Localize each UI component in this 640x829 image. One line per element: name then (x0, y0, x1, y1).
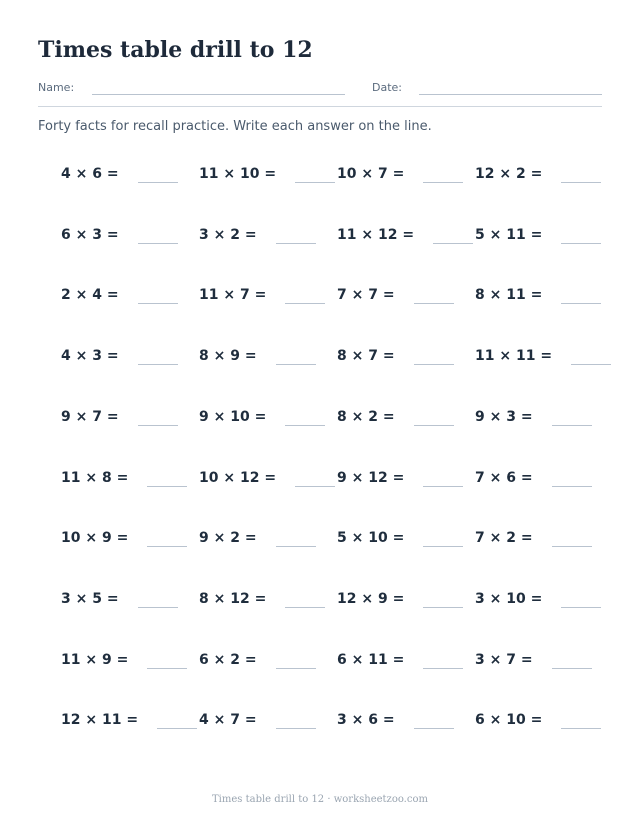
fact-expression: 9 × 10 = (199, 408, 267, 425)
answer-line[interactable] (276, 546, 316, 547)
fact-item (199, 160, 339, 188)
fact-expression: 11 × 7 = (199, 287, 267, 304)
fact-expression: 10 × 12 = (199, 469, 277, 486)
fact-expression: 7 × 6 = (475, 469, 533, 486)
fact-expression: 11 × 11 = (475, 348, 553, 365)
answer-line[interactable] (147, 668, 187, 669)
answer-line[interactable] (552, 546, 592, 547)
answer-line[interactable] (138, 364, 178, 365)
fact-expression: 9 × 2 = (199, 530, 257, 547)
fact-expression: 10 × 7 = (337, 166, 405, 182)
fact-expression: 3 × 10 = (475, 590, 543, 607)
fact-item (199, 524, 339, 552)
fact-item (61, 342, 201, 370)
fact-expression: 8 × 12 = (199, 590, 267, 607)
name-label: Name: (38, 81, 75, 94)
fact-item (475, 706, 615, 734)
answer-line[interactable] (285, 303, 325, 304)
answer-line[interactable] (571, 364, 611, 365)
instructions: Forty facts for recall practice. Write each answer on the line. (38, 119, 432, 134)
fact-expression: 11 × 10 = (199, 166, 277, 182)
fact-expression: 4 × 7 = (199, 712, 257, 729)
fact-expression: 12 × 11 = (61, 712, 139, 729)
fact-expression: 4 × 6 = (61, 166, 119, 182)
answer-line[interactable] (552, 425, 592, 426)
answer-line[interactable] (561, 728, 601, 729)
fact-item (337, 281, 477, 309)
fact-expression: 6 × 3 = (61, 226, 119, 243)
fact-item (337, 524, 477, 552)
answer-line[interactable] (295, 486, 335, 487)
fact-expression: 9 × 7 = (61, 408, 119, 425)
fact-expression: 3 × 7 = (475, 651, 533, 668)
answer-line[interactable] (561, 182, 601, 183)
fact-expression: 12 × 9 = (337, 590, 405, 607)
fact-item (61, 160, 201, 188)
fact-expression: 10 × 9 = (61, 530, 129, 547)
fact-item (475, 646, 615, 674)
answer-line[interactable] (433, 243, 473, 244)
fact-item (475, 403, 615, 431)
fact-expression: 12 × 2 = (475, 166, 543, 182)
header-fields (38, 80, 602, 96)
answer-line[interactable] (561, 243, 601, 244)
fact-expression: 11 × 9 = (61, 651, 129, 668)
answer-line[interactable] (552, 668, 592, 669)
fact-item (337, 585, 477, 613)
fact-expression: 11 × 12 = (337, 226, 415, 243)
fact-item (199, 281, 339, 309)
fact-expression: 5 × 10 = (337, 530, 405, 547)
answer-line[interactable] (561, 607, 601, 608)
answer-line[interactable] (423, 182, 463, 183)
answer-line[interactable] (552, 486, 592, 487)
header-divider (38, 106, 602, 107)
answer-line[interactable] (285, 425, 325, 426)
fact-expression: 6 × 11 = (337, 651, 405, 668)
answer-line[interactable] (414, 364, 454, 365)
fact-item (475, 221, 615, 249)
fact-item (61, 464, 201, 492)
fact-item (337, 464, 477, 492)
fact-item (61, 646, 201, 674)
date-answer-line[interactable] (419, 94, 602, 95)
fact-item (475, 585, 615, 613)
answer-line[interactable] (147, 486, 187, 487)
answer-line[interactable] (423, 668, 463, 669)
fact-expression: 6 × 2 = (199, 651, 257, 668)
fact-expression: 9 × 3 = (475, 408, 533, 425)
fact-expression: 5 × 11 = (475, 226, 543, 243)
fact-item (199, 585, 339, 613)
answer-line[interactable] (138, 243, 178, 244)
fact-item (475, 281, 615, 309)
answer-line[interactable] (138, 425, 178, 426)
fact-item (199, 646, 339, 674)
fact-expression: 8 × 2 = (337, 408, 395, 425)
answer-line[interactable] (276, 243, 316, 244)
footer: Times table drill to 12 · worksheetzoo.com (212, 794, 428, 805)
answer-line[interactable] (276, 668, 316, 669)
fact-expression: 3 × 5 = (61, 590, 119, 607)
fact-expression: 8 × 11 = (475, 287, 543, 304)
fact-item (61, 585, 201, 613)
fact-expression: 2 × 4 = (61, 287, 119, 304)
fact-item (337, 706, 477, 734)
answer-line[interactable] (276, 364, 316, 365)
answer-line[interactable] (157, 728, 197, 729)
fact-item (61, 706, 201, 734)
fact-expression: 8 × 7 = (337, 348, 395, 365)
fact-item (61, 281, 201, 309)
answer-line[interactable] (423, 486, 463, 487)
answer-line[interactable] (138, 303, 178, 304)
answer-line[interactable] (147, 546, 187, 547)
fact-item (337, 160, 477, 188)
answer-line[interactable] (138, 182, 178, 183)
answer-line[interactable] (414, 425, 454, 426)
fact-item (337, 403, 477, 431)
fact-item (475, 160, 615, 188)
fact-expression: 11 × 8 = (61, 469, 129, 486)
answer-line[interactable] (414, 728, 454, 729)
fact-item (61, 221, 201, 249)
fact-expression: 3 × 6 = (337, 712, 395, 729)
fact-item (61, 524, 201, 552)
answer-line[interactable] (285, 607, 325, 608)
answer-line[interactable] (276, 728, 316, 729)
date-label: Date: (372, 81, 402, 94)
fact-expression: 8 × 9 = (199, 348, 257, 365)
fact-item (475, 524, 615, 552)
fact-item (199, 342, 339, 370)
fact-item (337, 646, 477, 674)
fact-expression: 9 × 12 = (337, 469, 405, 486)
fact-item (199, 464, 339, 492)
fact-item (475, 342, 615, 370)
fact-expression: 7 × 7 = (337, 287, 395, 304)
answer-line[interactable] (295, 182, 335, 183)
answer-line[interactable] (423, 546, 463, 547)
fact-item (337, 221, 477, 249)
fact-item (199, 706, 339, 734)
answer-line[interactable] (423, 607, 463, 608)
fact-expression: 4 × 3 = (61, 348, 119, 365)
page-title: Times table drill to 12 (38, 37, 313, 63)
answer-line[interactable] (561, 303, 601, 304)
fact-item (199, 403, 339, 431)
fact-item (337, 342, 477, 370)
fact-item (475, 464, 615, 492)
fact-item (61, 403, 201, 431)
fact-expression: 7 × 2 = (475, 530, 533, 547)
fact-expression: 6 × 10 = (475, 712, 543, 729)
answer-line[interactable] (138, 607, 178, 608)
name-answer-line[interactable] (92, 94, 345, 95)
fact-item (199, 221, 339, 249)
fact-expression: 3 × 2 = (199, 226, 257, 243)
answer-line[interactable] (414, 303, 454, 304)
